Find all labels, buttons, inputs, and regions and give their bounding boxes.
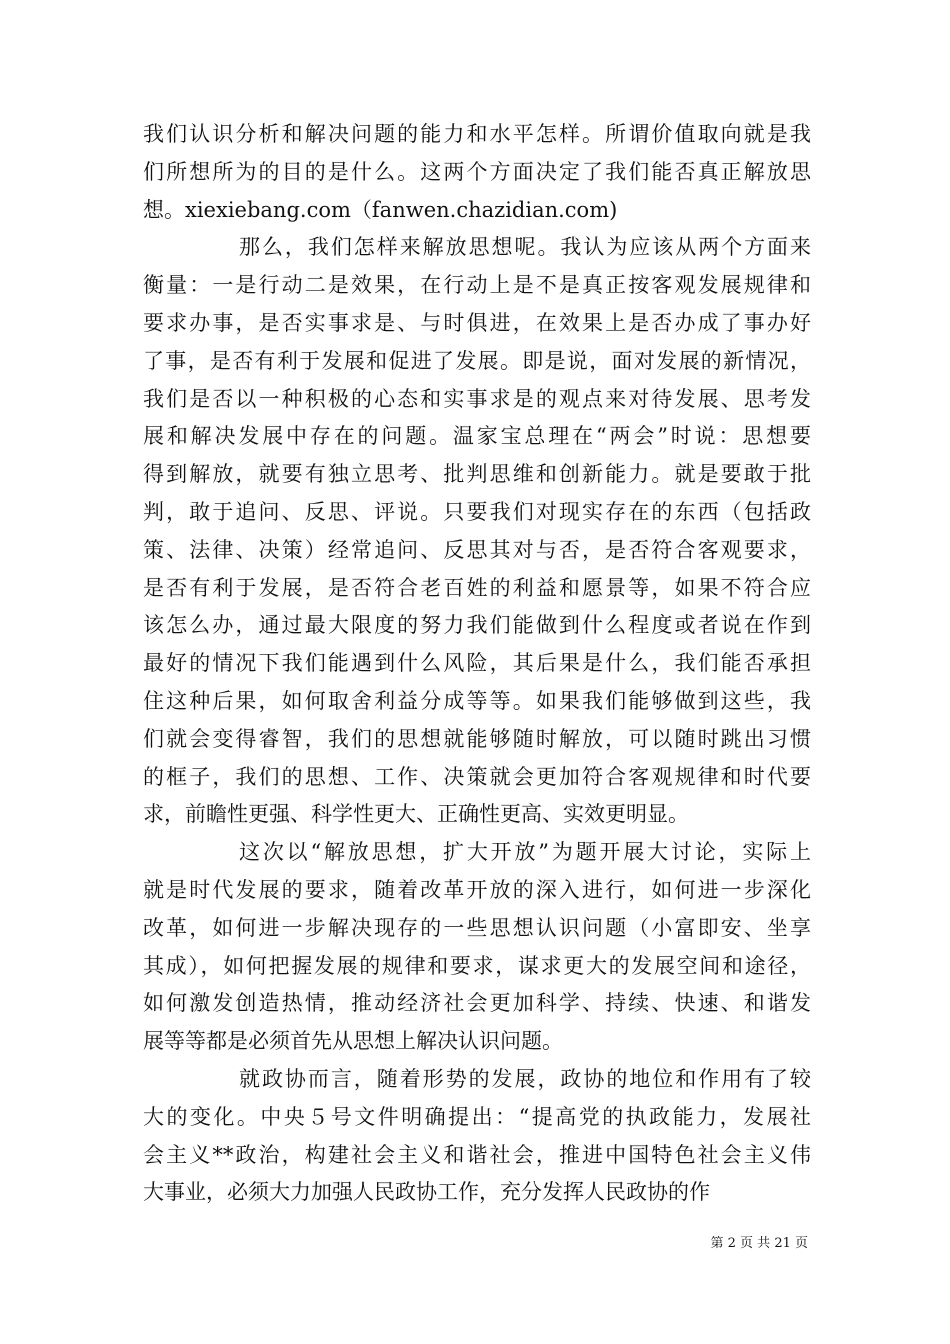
text-line: 们就会变得睿智，我们的思想就能够随时解放，可以随时跳出习惯 [143,726,811,751]
text-line: 会主义**政治，构建社会主义和谐社会，推进中国特色社会主义伟 [143,1142,811,1167]
document-body [143,116,811,1212]
page-number-footer: 第 2 页 共 21 页 [710,1236,808,1251]
text-line: 住这种后果，如何取舍利益分成等等。如果我们能够做到这些，我 [143,688,811,713]
text-line: 那么，我们怎样来解放思想呢。我认为应该从两个方面来 [239,235,811,260]
text-line: 如何激发创造热情，推动经济社会更加科学、持续、快速、和谐发 [143,991,811,1016]
text-line: 是否有利于发展，是否符合老百姓的利益和愿景等，如果不符合应 [143,575,811,600]
text-line: 该怎么办，通过最大限度的努力我们能做到什么程度或者说在作到 [143,613,811,638]
text-line: 衡量：一是行动二是效果，在行动上是不是真正按客观发展规律和 [143,273,811,298]
text-line: 就是时代发展的要求，随着改革开放的深入进行，如何进一步深化 [143,877,811,902]
text-line: 想。xiexiebang.com（fanwen.chazidian.com) [143,197,618,222]
paragraph [143,1061,811,1212]
text-line: 我们是否以一种积极的心态和实事求是的观点来对待发展、思考发 [143,386,811,411]
text-line: 判，敢于追问、反思、评说。只要我们对现实存在的东西（包括政 [143,499,811,524]
text-line: 展等等都是必须首先从思想上解决认识问题。 [143,1029,563,1054]
text-line: 大的变化。中央５号文件明确提出：“提高党的执政能力，发展社 [143,1104,811,1129]
paragraph [143,116,811,229]
text-line: 策、法律、决策）经常追问、反思其对与否，是否符合客观要求， [143,537,811,562]
text-line: 展和解决发展中存在的问题。温家宝总理在“两会”时说：思想要 [143,424,811,449]
text-line: 其成），如何把握发展的规律和要求，谋求更大的发展空间和途径， [143,953,811,978]
text-line: 改革，如何进一步解决现存的一些思想认识问题（小富即安、坐享 [143,915,811,940]
text-line: 求，前瞻性更强、科学性更大、正确性更高、实效更明显。 [143,802,689,827]
text-line: 我们认识分析和解决问题的能力和水平怎样。所谓价值取向就是我 [143,122,811,146]
text-line: 这次以“解放思想，扩大开放”为题开展大讨论，实际上 [239,840,811,865]
text-line: 就政协而言，随着形势的发展，政协的地位和作用有了较 [239,1066,811,1091]
text-line: 大事业，必须大力加强人民政协工作，充分发挥人民政协的作 [143,1180,710,1205]
text-line: 最好的情况下我们能遇到什么风险，其后果是什么，我们能否承担 [143,651,811,676]
text-line: 的框子，我们的思想、工作、决策就会更加符合客观规律和时代要 [143,764,811,789]
text-line: 了事，是否有利于发展和促进了发展。即是说，面对发展的新情况， [143,348,811,373]
paragraph [143,229,811,834]
text-line: 要求办事，是否实事求是、与时俱进，在效果上是否办成了事办好 [143,310,811,335]
text-line: 们所想所为的目的是什么。这两个方面决定了我们能否真正解放思 [143,159,811,184]
text-line: 得到解放，就要有独立思考、批判思维和创新能力。就是要敢于批 [143,462,811,487]
paragraph [143,834,811,1061]
